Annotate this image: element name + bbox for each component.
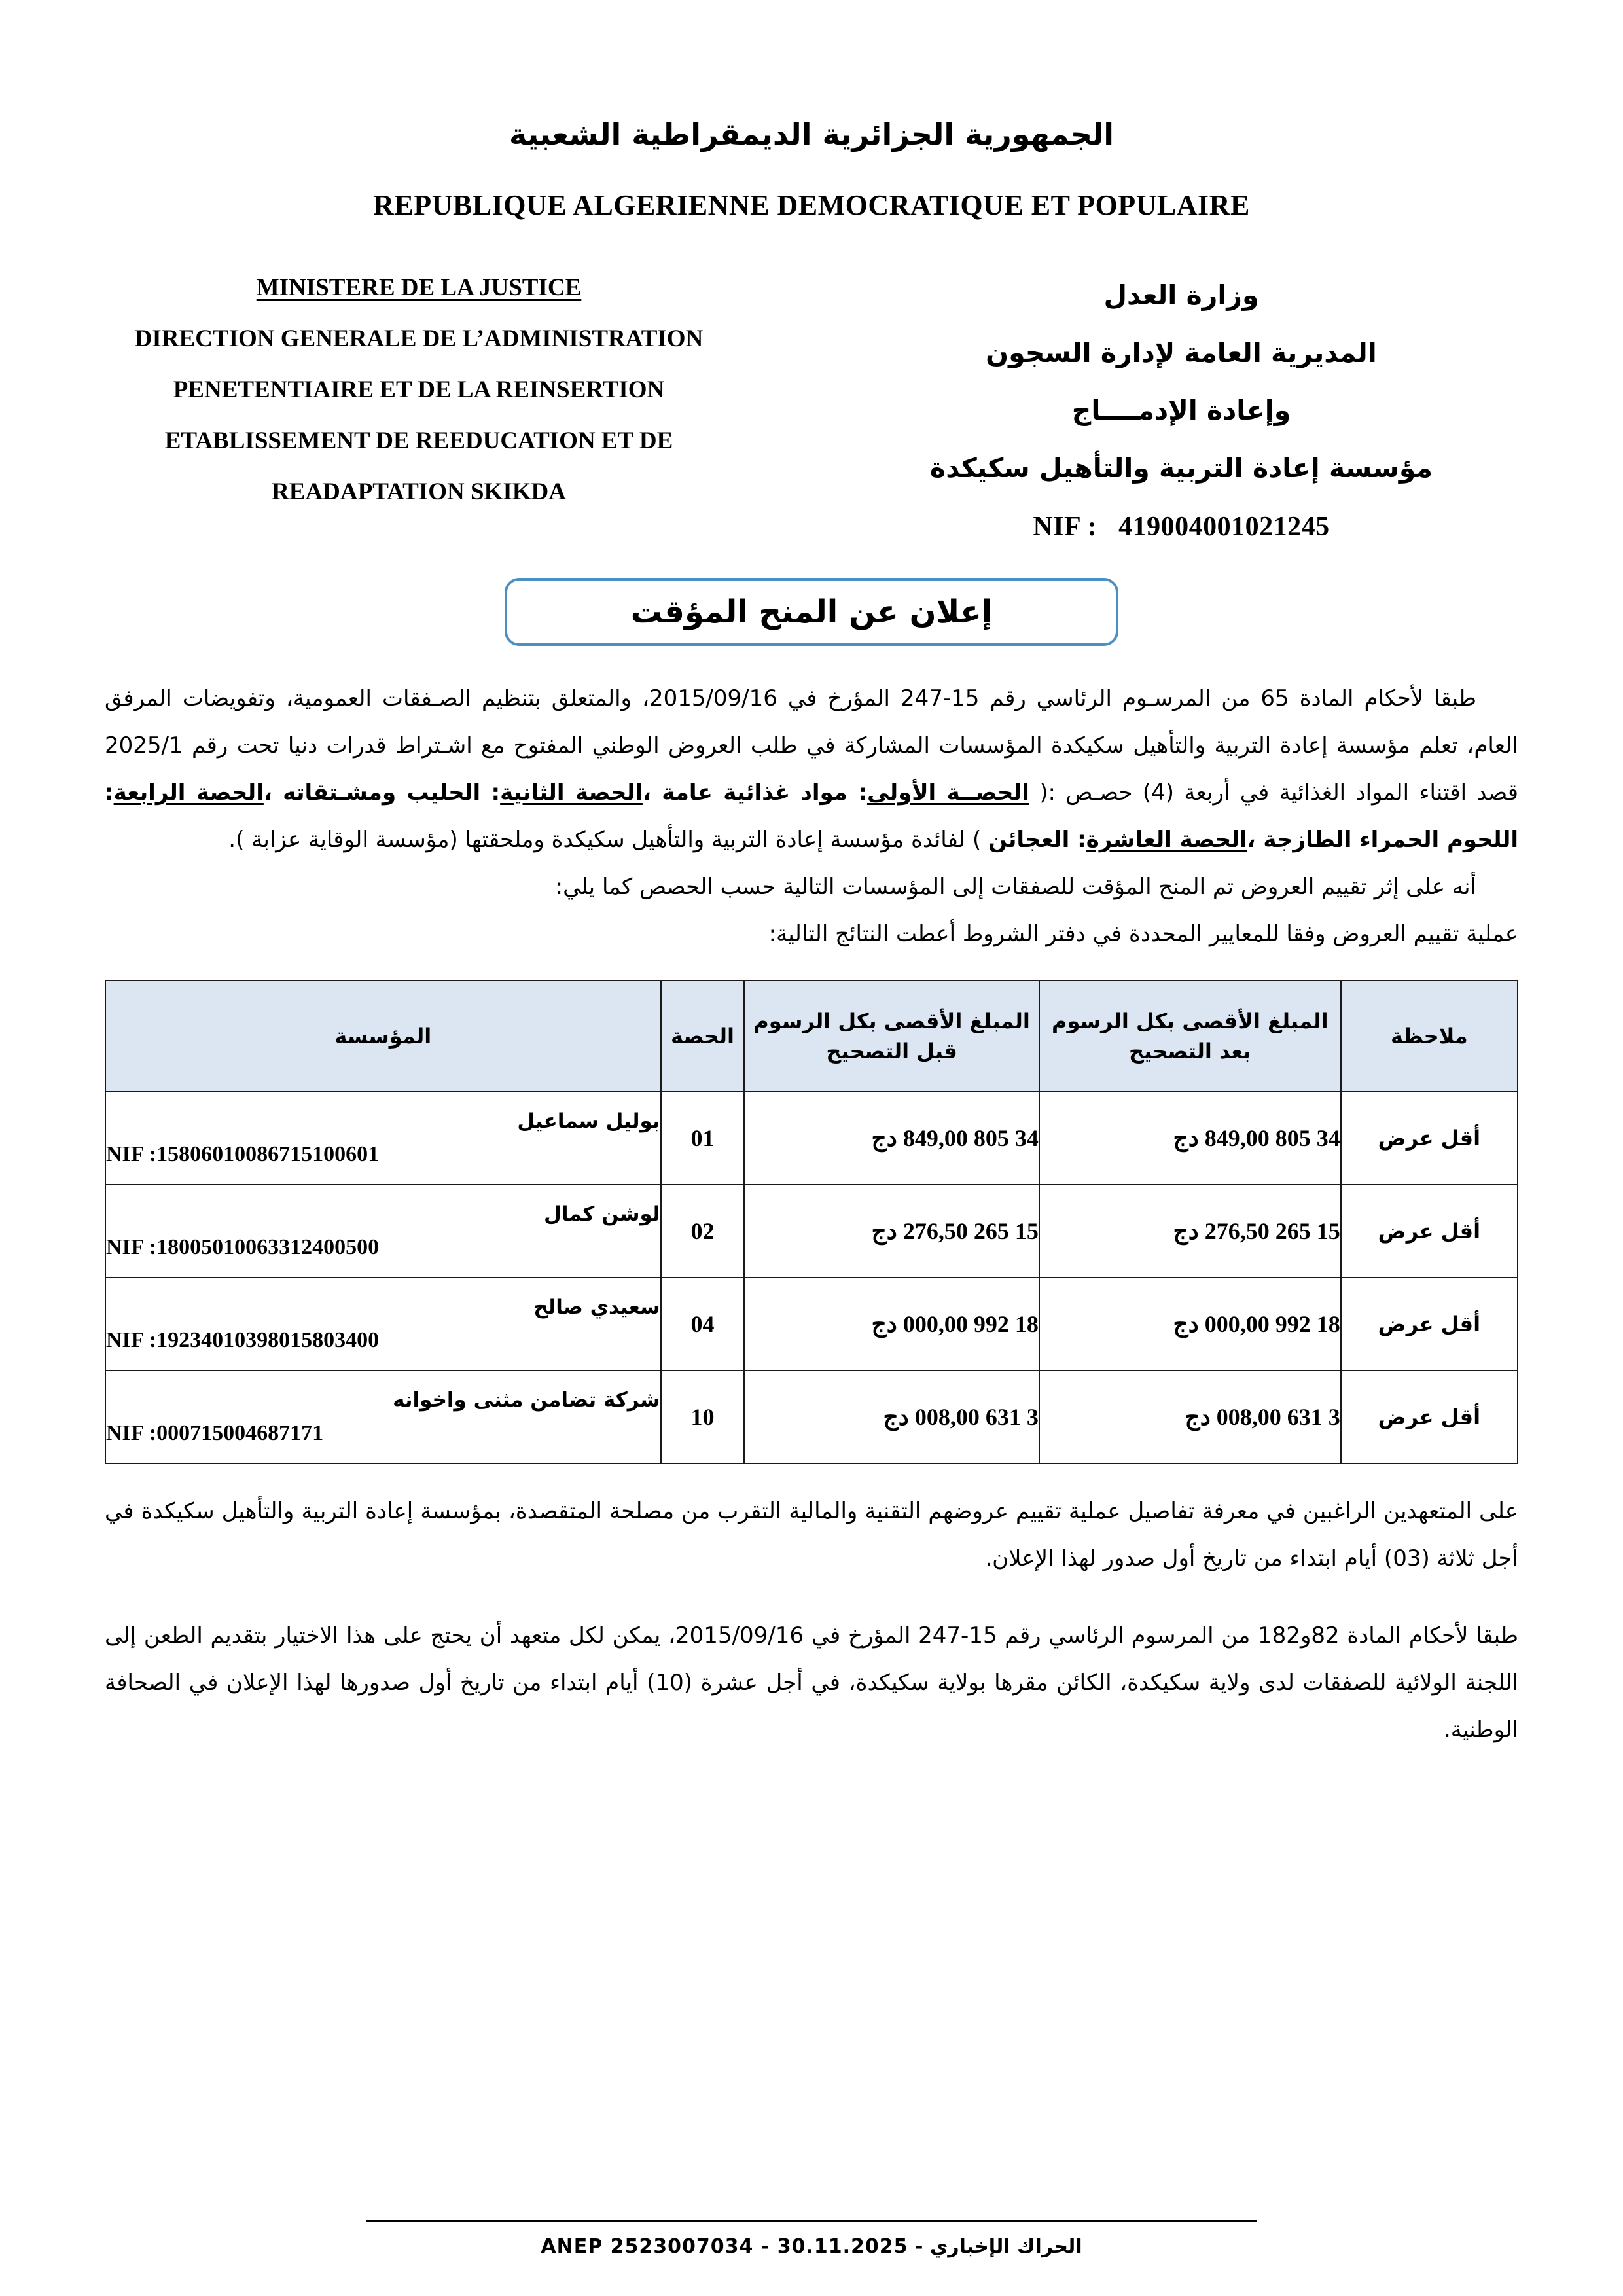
establishment-name: سعيدي صالح: [533, 1295, 660, 1319]
establishment-nif-value: NIF :19234010398015803400: [106, 1328, 380, 1352]
announcement-title: إعلان عن المنح المؤقت: [630, 594, 993, 630]
letterhead-french-block: [39, 262, 798, 518]
column-header-note: ملاحظة: [1341, 980, 1518, 1092]
announcement-title-box: [505, 578, 1118, 646]
cell-establishment: [105, 1185, 661, 1278]
table-row: [105, 1278, 1518, 1371]
lot-10-value: : العجائن: [988, 827, 1086, 853]
ministry-line-ar: وزارة العدل: [1103, 279, 1259, 311]
letterhead: [0, 262, 1623, 564]
cell-amount-before: 18 992 000,00 دج: [744, 1278, 1039, 1371]
paragraph-award-intro: أنه على إثر تقييم العروض تم المنح المؤقت للصفقات إلى المؤسسات التالية حسب الحصص كما يلي:: [555, 874, 1476, 900]
page-footer: [0, 2220, 1623, 2258]
column-header-establishment: المؤسسة: [105, 980, 661, 1092]
column-header-amount-before-line1: المبلغ الأقصى بكل الرسوم: [753, 1009, 1030, 1033]
lot-4-label: الحصة الرابعة: [113, 780, 264, 806]
republic-heading-arabic: الجمهورية الجزائرية الديمقراطية الشعبية: [508, 117, 1115, 152]
cell-lot: 10: [661, 1371, 745, 1463]
paragraph-evaluation-results: عملية تقييم العروض وفقا للمعايير المحددة في دفتر الشروط أعطت النتائج التالية:: [768, 921, 1518, 947]
nif-value: 419004001021245: [1118, 512, 1330, 542]
table-row: [105, 1371, 1518, 1463]
republic-heading-french: REPUBLIQUE ALGERIENNE DEMOCRATIQUE ET POPULAIRE: [373, 189, 1250, 221]
cell-amount-before: 34 805 849,00 دج: [744, 1092, 1039, 1185]
letterhead-arabic-block: [828, 266, 1535, 556]
paragraph-legal-basis: [105, 675, 1518, 863]
paragraph-contact-info: على المتعهدين الراغبين في معرفة تفاصيل عملية تقييم عروضهم التقنية والمالية التقرب من مصلحة المتقصدة، بمؤسسة إعادة التربية والتأهيل سكيكدة في أجل ثلاثة (03) أيام ابتداء من تاريخ أول صدور لهذا الإعلان.: [105, 1498, 1518, 1571]
cell-lot: 04: [661, 1278, 745, 1371]
establishment-nif: [828, 498, 1535, 556]
column-header-lot: الحصة: [661, 980, 745, 1092]
footer-anep-reference: الحراك الإخباري - ANEP 2523007034 - 30.11.2025: [541, 2235, 1082, 2258]
award-results-table: [105, 980, 1518, 1464]
cell-note: أقل عرض: [1341, 1371, 1518, 1463]
lot-1-value: : مواد غذائية عامة ،: [642, 780, 867, 806]
table-header-row: [105, 980, 1518, 1092]
footer-divider: [366, 2220, 1257, 2222]
lots-open-paren: (: [1029, 780, 1048, 806]
document-body: [105, 675, 1518, 1753]
column-header-amount-after-line1: المبلغ الأقصى بكل الرسوم: [1051, 1009, 1329, 1033]
column-header-amount-before: [744, 980, 1039, 1092]
establishment-nif-value: NIF :000715004687171: [106, 1421, 324, 1445]
column-header-amount-after: [1039, 980, 1341, 1092]
cell-lot: 02: [661, 1185, 745, 1278]
nif-label: NIF :: [1033, 512, 1097, 542]
lot-4-value: : اللحوم الحمراء الطازجة ،: [105, 780, 1518, 853]
establishment-line1-fr: ETABLISSEMENT DE REEDUCATION ET DE: [164, 427, 673, 454]
cell-amount-after: 34 805 849,00 دج: [1039, 1092, 1341, 1185]
cell-lot: 01: [661, 1092, 745, 1185]
lot-2-value: : الحليب ومشـتقاته ،: [263, 780, 501, 806]
cell-establishment: [105, 1092, 661, 1185]
establishment-nif-value: NIF :18005010063312400500: [106, 1235, 380, 1259]
lot-10-label: الحصة العاشرة: [1086, 827, 1247, 853]
lot-1-label: الحصــة الأولى: [866, 780, 1029, 806]
directorate-line1-fr: DIRECTION GENERALE DE L’ADMINISTRATION: [134, 325, 704, 352]
column-header-amount-after-line2: بعد التصحيح: [1129, 1039, 1251, 1064]
table-row: [105, 1092, 1518, 1185]
cell-note: أقل عرض: [1341, 1092, 1518, 1185]
cell-amount-after: 15 265 276,50 دج: [1039, 1185, 1341, 1278]
cell-note: أقل عرض: [1341, 1278, 1518, 1371]
announcement-title-wrap: [0, 578, 1623, 646]
cell-amount-after: 3 631 008,00 دج: [1039, 1371, 1341, 1463]
cell-note: أقل عرض: [1341, 1185, 1518, 1278]
cell-amount-before: 3 631 008,00 دج: [744, 1371, 1039, 1463]
paragraph-legal-basis-tail: ) لفائدة مؤسسة إعادة التربية والتأهيل سكيكدة وملحقتها (مؤسسة الوقاية عزابة ).: [228, 827, 989, 853]
column-header-amount-before-line2: قبل التصحيح: [826, 1039, 957, 1064]
directorate-line2-fr: PENETENTIAIRE ET DE LA REINSERTION: [173, 376, 665, 403]
establishment-line-ar: مؤسسة إعادة التربية والتأهيل سكيكدة: [930, 452, 1433, 484]
paragraph-legal-basis-text: طبقا لأحكام المادة 65 من المرسـوم الرئاسي رقم 15-247 المؤرخ في 2015/09/16، والمتعلق بتنظيم الصـفقات العمومية، وتفويضات المرفق العام، تعلم مؤسسة إعادة التربية والتأهيل سكيكدة المؤسسات المشاركة في طلب العروض الوطني المفتوح مع اشـتراط قدرات دنيا تحت رقم 2025/1 قصد اقتناء المواد الغذائية في أربعة (4) حصـص :: [105, 685, 1518, 806]
paragraph-appeal-rights: طبقا لأحكام المادة 82و182 من المرسوم الرئاسي رقم 15-247 المؤرخ في 2015/09/16، يمكن لكل متعهد أن يحتج على هذا الاختيار بتقديم الطعن إلى اللجنة الولائية للصفقات لدى ولاية سكيكدة، الكائن مقرها بولاية سكيكدة، في أجل عشرة (10) أيام ابتداء من تاريخ أول صدورها لهذا الإعلان في الصحافة الوطنية.: [105, 1623, 1519, 1743]
ministry-line-fr: MINISTERE DE LA JUSTICE: [256, 274, 582, 301]
establishment-nif-value: NIF :15806010086715100601: [106, 1142, 380, 1166]
directorate-line2-ar: وإعادة الإدمــــاج: [1071, 395, 1291, 426]
lot-2-label: الحصة الثانية: [500, 780, 643, 806]
establishment-name: شركة تضامن مثنى واخوانه: [393, 1388, 660, 1412]
directorate-line1-ar: المديرية العامة لإدارة السجون: [986, 337, 1377, 368]
cell-amount-before: 15 265 276,50 دج: [744, 1185, 1039, 1278]
cell-amount-after: 18 992 000,00 دج: [1039, 1278, 1341, 1371]
establishment-line2-fr: READAPTATION SKIKDA: [272, 478, 566, 505]
cell-establishment: [105, 1371, 661, 1463]
table-row: [105, 1185, 1518, 1278]
establishment-name: لوشن كمال: [543, 1202, 660, 1226]
cell-establishment: [105, 1278, 661, 1371]
establishment-name: بوليل سماعيل: [517, 1109, 660, 1133]
